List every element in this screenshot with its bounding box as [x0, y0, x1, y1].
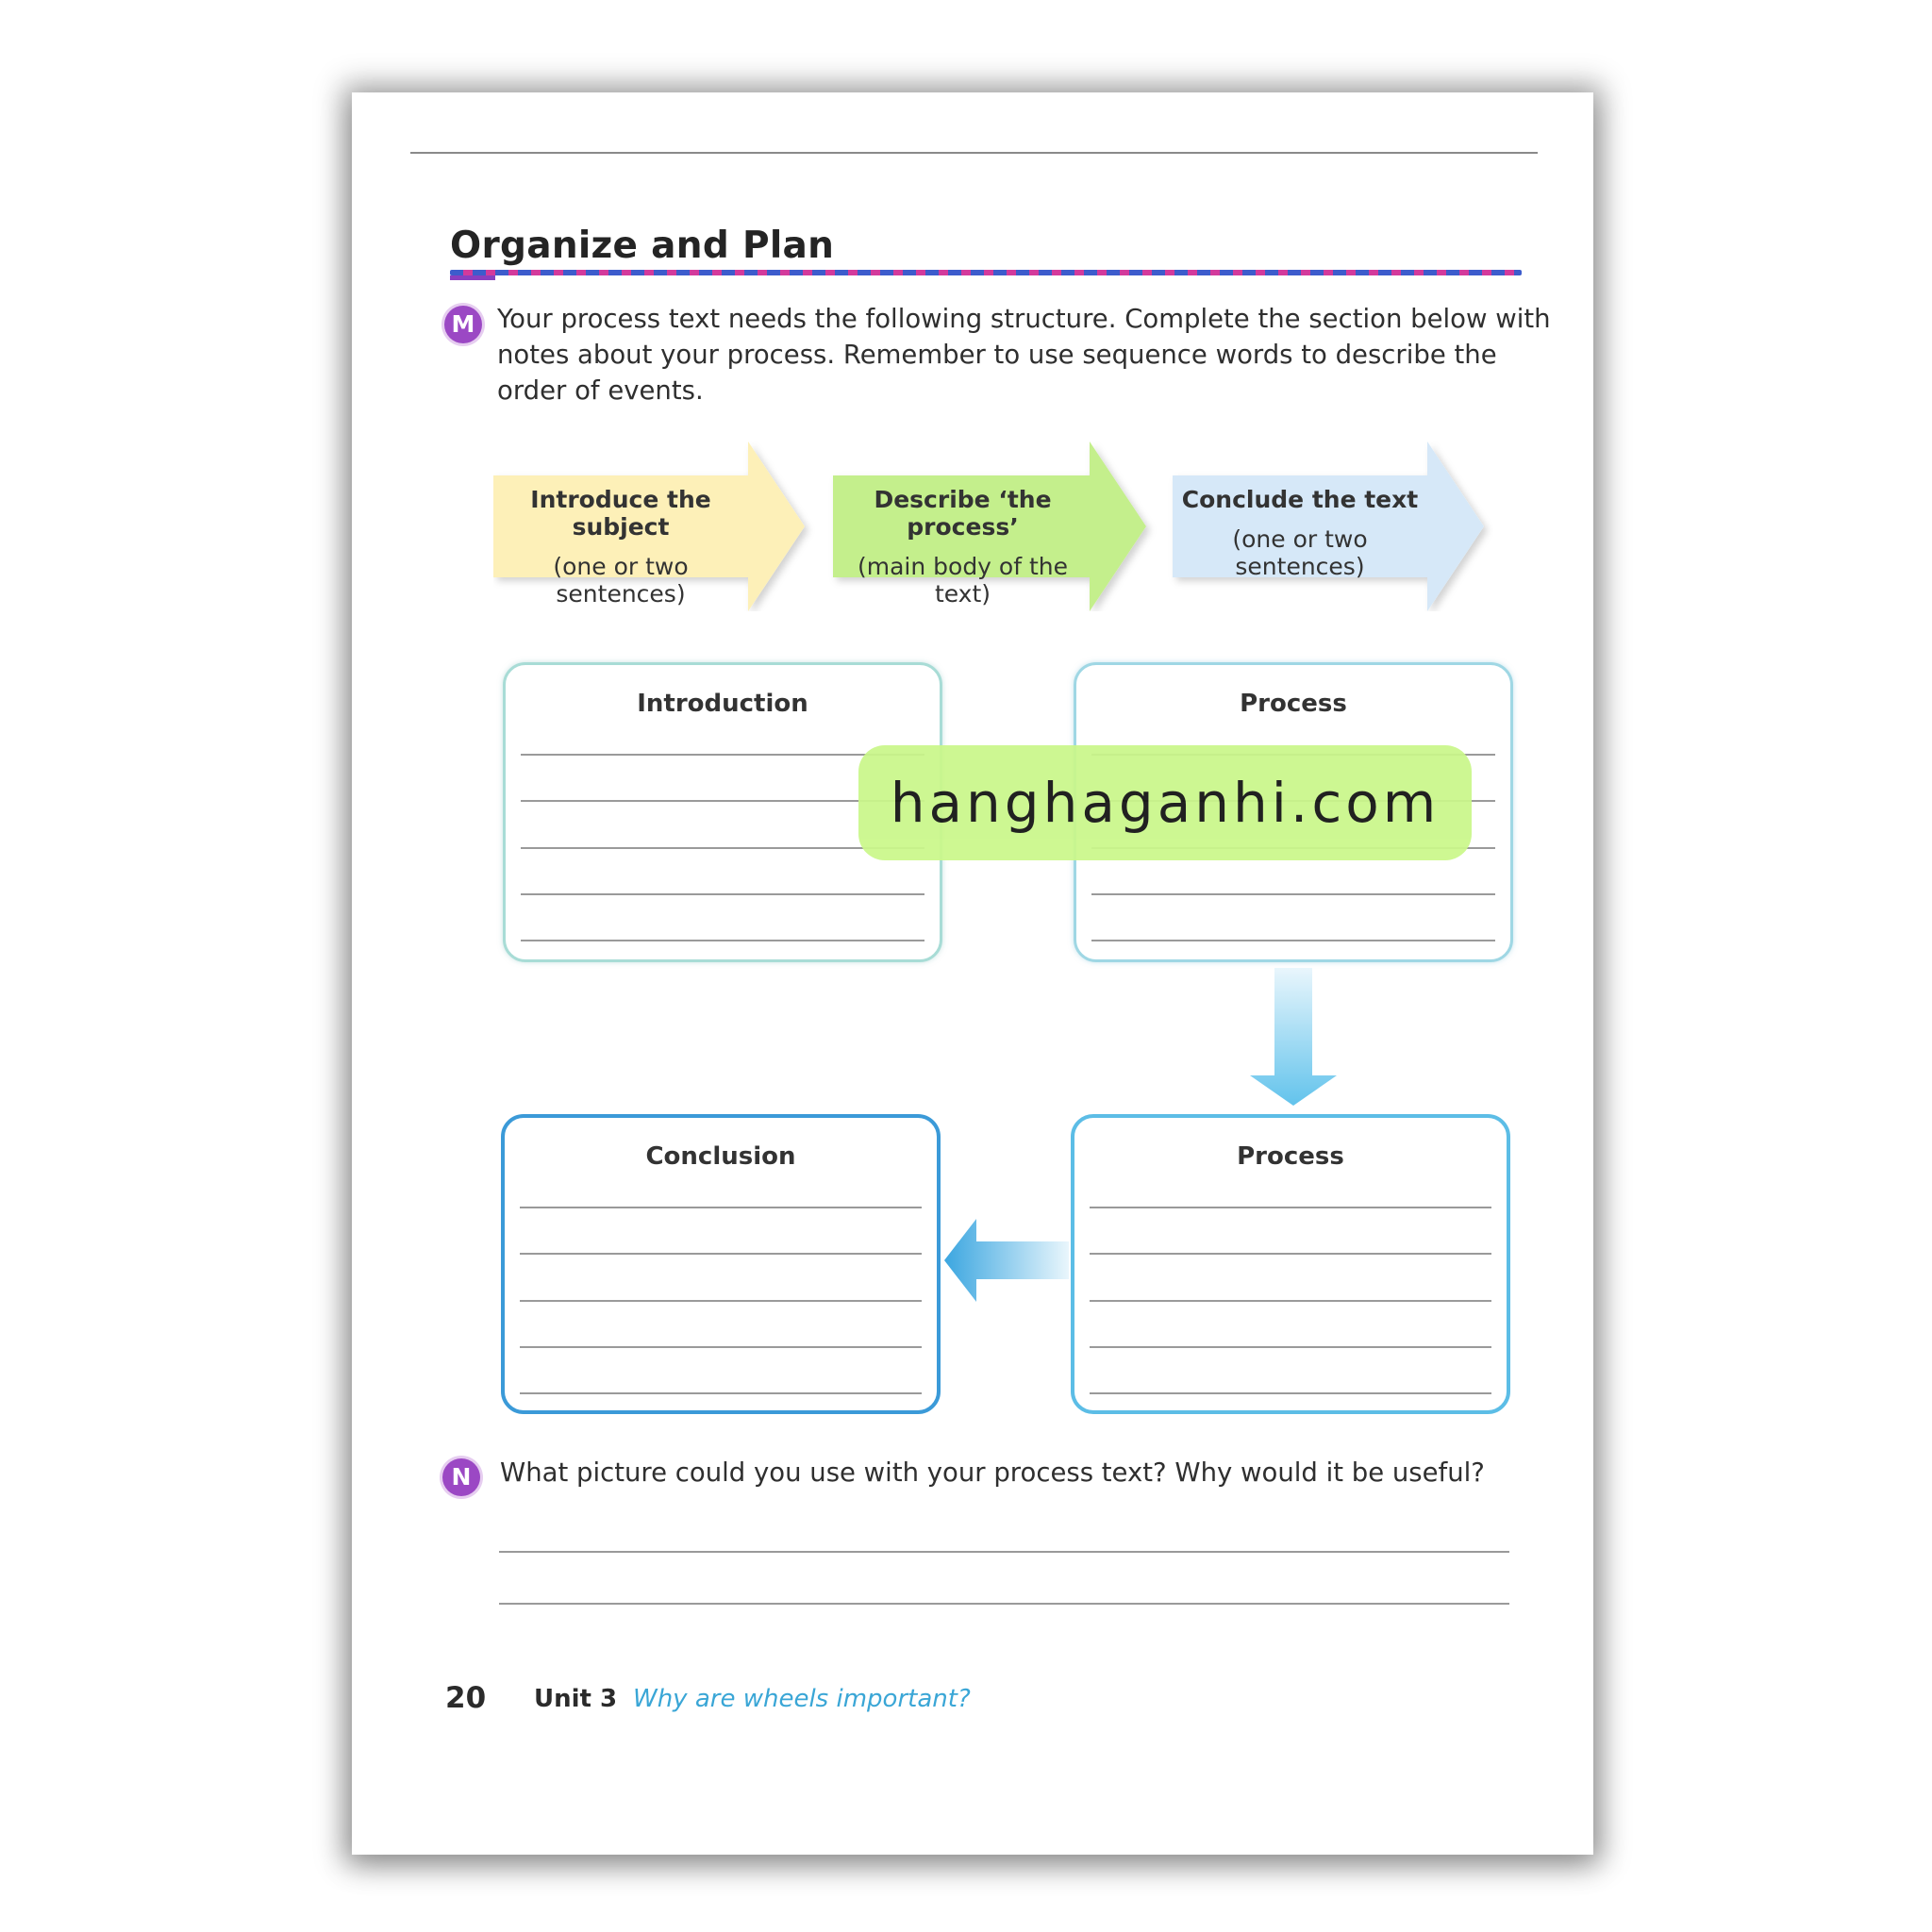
activity-badge-m: M: [444, 306, 482, 343]
step-subtitle: (main body of the text): [857, 553, 1068, 608]
conclusion-box: [501, 1114, 941, 1414]
flow-arrow-down-icon: [1250, 968, 1337, 1106]
section-title: Organize and Plan: [450, 225, 835, 267]
unit-question: Why are wheels important?: [633, 1685, 971, 1713]
box-title: Conclusion: [645, 1142, 796, 1171]
writing-line[interactable]: [520, 1207, 922, 1208]
writing-line[interactable]: [1090, 1300, 1491, 1302]
step-subtitle: (one or two sentences): [553, 553, 689, 608]
writing-line[interactable]: [1091, 940, 1495, 941]
unit-label: Unit 3: [534, 1685, 618, 1713]
writing-line[interactable]: [1090, 1207, 1491, 1208]
step-title: Describe ‘the process’: [874, 486, 1052, 541]
writing-line[interactable]: [520, 1253, 922, 1255]
writing-line[interactable]: [1090, 1392, 1491, 1394]
step-conclude: [1173, 486, 1427, 580]
box-title: Process: [1237, 1142, 1344, 1171]
writing-line[interactable]: [1090, 1253, 1491, 1255]
top-rule: [410, 152, 1538, 154]
writing-line[interactable]: [1090, 1346, 1491, 1348]
step-subtitle: (one or two sentences): [1232, 525, 1368, 580]
activity-m-instruction: [497, 301, 1551, 408]
activity-n-question: What picture could you use with your process text? Why would it be useful?: [500, 1457, 1485, 1488]
flow-arrow-left-icon: [944, 1219, 1069, 1302]
title-underline: [450, 270, 1522, 275]
writing-line[interactable]: [1091, 893, 1495, 895]
writing-line[interactable]: [520, 1346, 922, 1348]
instruction-line: Your process text needs the following structure. Complete the section below with: [497, 304, 1551, 334]
instruction-line: notes about your process. Remember to use sequence words to describe the: [497, 340, 1497, 370]
step-title: Introduce the subject: [530, 486, 711, 541]
watermark-banner: hanghaganhi.com: [858, 745, 1472, 860]
page-number: 20: [445, 1681, 487, 1715]
step-introduce: [493, 486, 748, 608]
writing-line[interactable]: [521, 940, 924, 941]
answer-line[interactable]: [499, 1603, 1509, 1605]
instruction-line: order of events.: [497, 375, 704, 406]
box-title: Process: [1240, 690, 1347, 718]
title-underline-tab: [450, 275, 495, 280]
box-title: Introduction: [637, 690, 808, 718]
process-box-bottom: [1071, 1114, 1510, 1414]
writing-line[interactable]: [520, 1392, 922, 1394]
writing-line[interactable]: [521, 893, 924, 895]
answer-line[interactable]: [499, 1551, 1509, 1553]
step-describe: [828, 486, 1097, 608]
step-title: Conclude the text: [1181, 486, 1419, 513]
writing-line[interactable]: [520, 1300, 922, 1302]
workbook-page: [352, 92, 1593, 1855]
activity-badge-n: N: [442, 1458, 480, 1496]
